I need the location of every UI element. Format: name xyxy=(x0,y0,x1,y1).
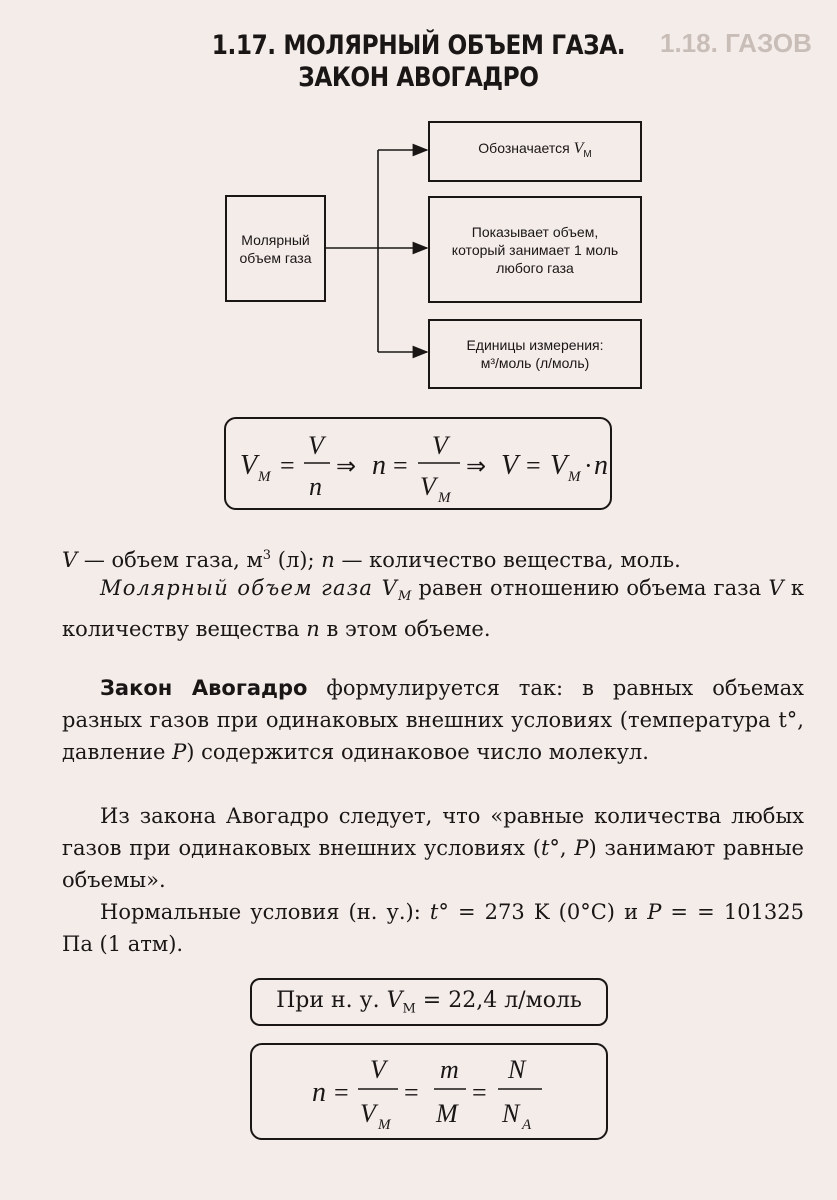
formula-symbol: V xyxy=(240,450,258,481)
diagram-target-units: Единицы измерения: м³/моль (л/моль) xyxy=(428,319,642,389)
formula-symbol: V xyxy=(432,431,448,460)
formula-subscript: M xyxy=(378,1117,391,1133)
formula-symbol: V xyxy=(370,1055,386,1084)
page-title-line1: 1.17. МОЛЯРНЫЙ ОБЪЕМ ГАЗА. xyxy=(211,30,626,61)
formula-equals: = xyxy=(472,1078,487,1107)
formula-amount-frame xyxy=(250,1043,608,1140)
molar-volume-nu-box: При н. у. $V_M = 22,4$ л/моль xyxy=(250,978,608,1026)
formula-equals: = xyxy=(404,1078,419,1107)
formula-subscript: M xyxy=(438,490,451,506)
formula-equals: = xyxy=(334,1078,349,1107)
paragraph-avogadro-law: Закон Авогадро формулируется так: в равных объемах разных газов при одинаковых внешних условиях (температура t°, давление P) содержится одинаковое число молекул. xyxy=(62,676,805,764)
formula-subscript: M xyxy=(568,469,581,485)
diagram-connectors xyxy=(0,0,837,420)
bleed-through-text: 1.18. ГАЗОВ xyxy=(660,28,812,58)
paragraph-definitions: V — объем газа, $м^3$ (л); n — количество вещества, моль. xyxy=(62,548,681,572)
diagram-source-box: Молярный объем газа xyxy=(225,195,326,302)
formula-symbol: n xyxy=(372,450,386,481)
formula-symbol: V xyxy=(420,472,436,501)
paragraph-normal-conditions: Нормальные условия (н. у.): t° = 273 K (0°C) и P = = 101325 Па (1 атм). xyxy=(62,900,804,956)
formula-arrow: ⇒ xyxy=(466,454,487,480)
formula-symbol: m xyxy=(440,1055,459,1084)
page-title-line2: ЗАКОН АВОГАДРО xyxy=(298,62,539,93)
formula-symbol: V xyxy=(550,450,568,481)
formula-dot: · xyxy=(584,451,593,480)
formula-molar-volume-frame xyxy=(224,417,612,510)
formula-arrow: ⇒ xyxy=(336,454,357,480)
formula-symbol: n xyxy=(312,1077,326,1108)
formula-symbol: n xyxy=(309,472,322,501)
formula-symbol: V xyxy=(501,450,519,481)
diagram-target-meaning: Показывает объем, который занимает 1 моль любого газа xyxy=(428,196,642,303)
formula-equals: = xyxy=(393,451,408,480)
formula-equals: = xyxy=(526,451,541,480)
formula-symbol: n xyxy=(594,450,608,481)
paragraph-avogadro-consequence: Из закона Авогадро следует, что «равные количества любых газов при одинаковых внешних условиях (t°, P) занимают равные объемы». xyxy=(62,804,804,892)
formula-symbol: N xyxy=(502,1099,520,1128)
formula-subscript: M xyxy=(258,469,271,485)
formula-symbol: N xyxy=(508,1055,526,1084)
formula-subscript: A xyxy=(522,1117,532,1133)
formula-symbol: M xyxy=(436,1099,458,1128)
paragraph-molar-volume: Молярный объем газа $V_M$ равен отношению объема газа V к количеству вещества n в этом объеме. xyxy=(62,576,804,642)
diagram-target-notation: Обозначается $V_M$ xyxy=(428,121,642,182)
formula-symbol: V xyxy=(360,1099,376,1128)
formula-equals: = xyxy=(280,451,295,480)
formula-symbol: V xyxy=(308,431,324,460)
